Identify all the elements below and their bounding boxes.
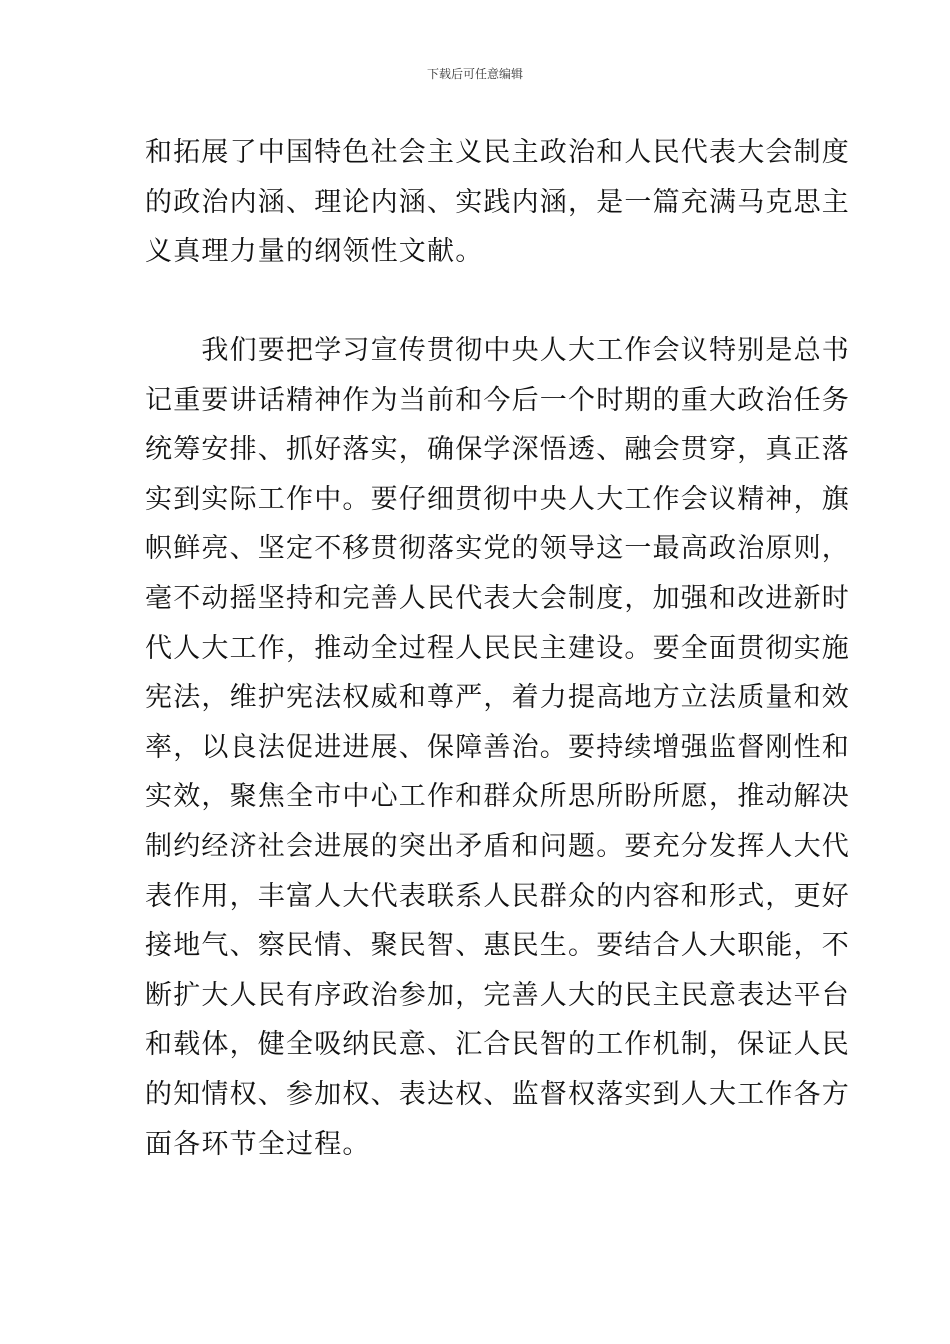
- paragraph-2: [145, 326, 850, 1169]
- text-line: 实效，聚焦全市中心工作和群众所思所盼所愿，推动解决: [145, 781, 850, 813]
- page-header-note: 下载后可任意编辑: [426, 67, 523, 81]
- text-line: 接地气、察民情、聚民智、惠民生。要结合人大职能，不: [145, 930, 850, 962]
- text-line: 统筹安排、抓好落实，确保学深悟透、融会贯穿，真正落: [145, 434, 850, 466]
- text-line: 的知情权、参加权、表达权、监督权落实到人大工作各方: [145, 1078, 850, 1110]
- text-line: 宪法，维护宪法权威和尊严，着力提高地方立法质量和效: [145, 682, 850, 714]
- text-line: 率，以良法促进进展、保障善治。要持续增强监督刚性和: [145, 731, 850, 763]
- text-line: 和载体，健全吸纳民意、汇合民智的工作机制，保证人民: [145, 1029, 850, 1061]
- paragraph-1: [145, 128, 850, 277]
- text-line: 毫不动摇坚持和完善人民代表大会制度，加强和改进新时: [145, 582, 850, 614]
- text-line: 制约经济社会进展的突出矛盾和问题。要充分发挥人大代: [145, 830, 850, 862]
- text-line: 和拓展了中国特色社会主义民主政治和人民代表大会制度: [145, 137, 850, 168]
- text-line: 我们要把学习宣传贯彻中央人大工作会议特别是总书: [145, 335, 850, 366]
- text-line: 帜鲜亮、坚定不移贯彻落实党的领导这一最高政治原则，: [145, 533, 850, 565]
- text-line: 面各环节全过程。: [145, 1128, 371, 1160]
- text-line: 实到实际工作中。要仔细贯彻中央人大工作会议精神，旗: [145, 483, 850, 515]
- text-line: 的政治内涵、理论内涵、实践内涵，是一篇充满马克思主: [145, 186, 850, 218]
- text-line: 表作用，丰富人大代表联系人民群众的内容和形式，更好: [145, 880, 850, 912]
- text-line: 代人大工作，推动全过程人民民主建设。要全面贯彻实施: [145, 632, 850, 664]
- text-line: 断扩大人民有序政治参加，完善人大的民主民意表达平台: [145, 979, 850, 1011]
- text-line: 义真理力量的纲领性文献。: [145, 236, 484, 268]
- text-line: 记重要讲话精神作为当前和今后一个时期的重大政治任务: [145, 384, 850, 416]
